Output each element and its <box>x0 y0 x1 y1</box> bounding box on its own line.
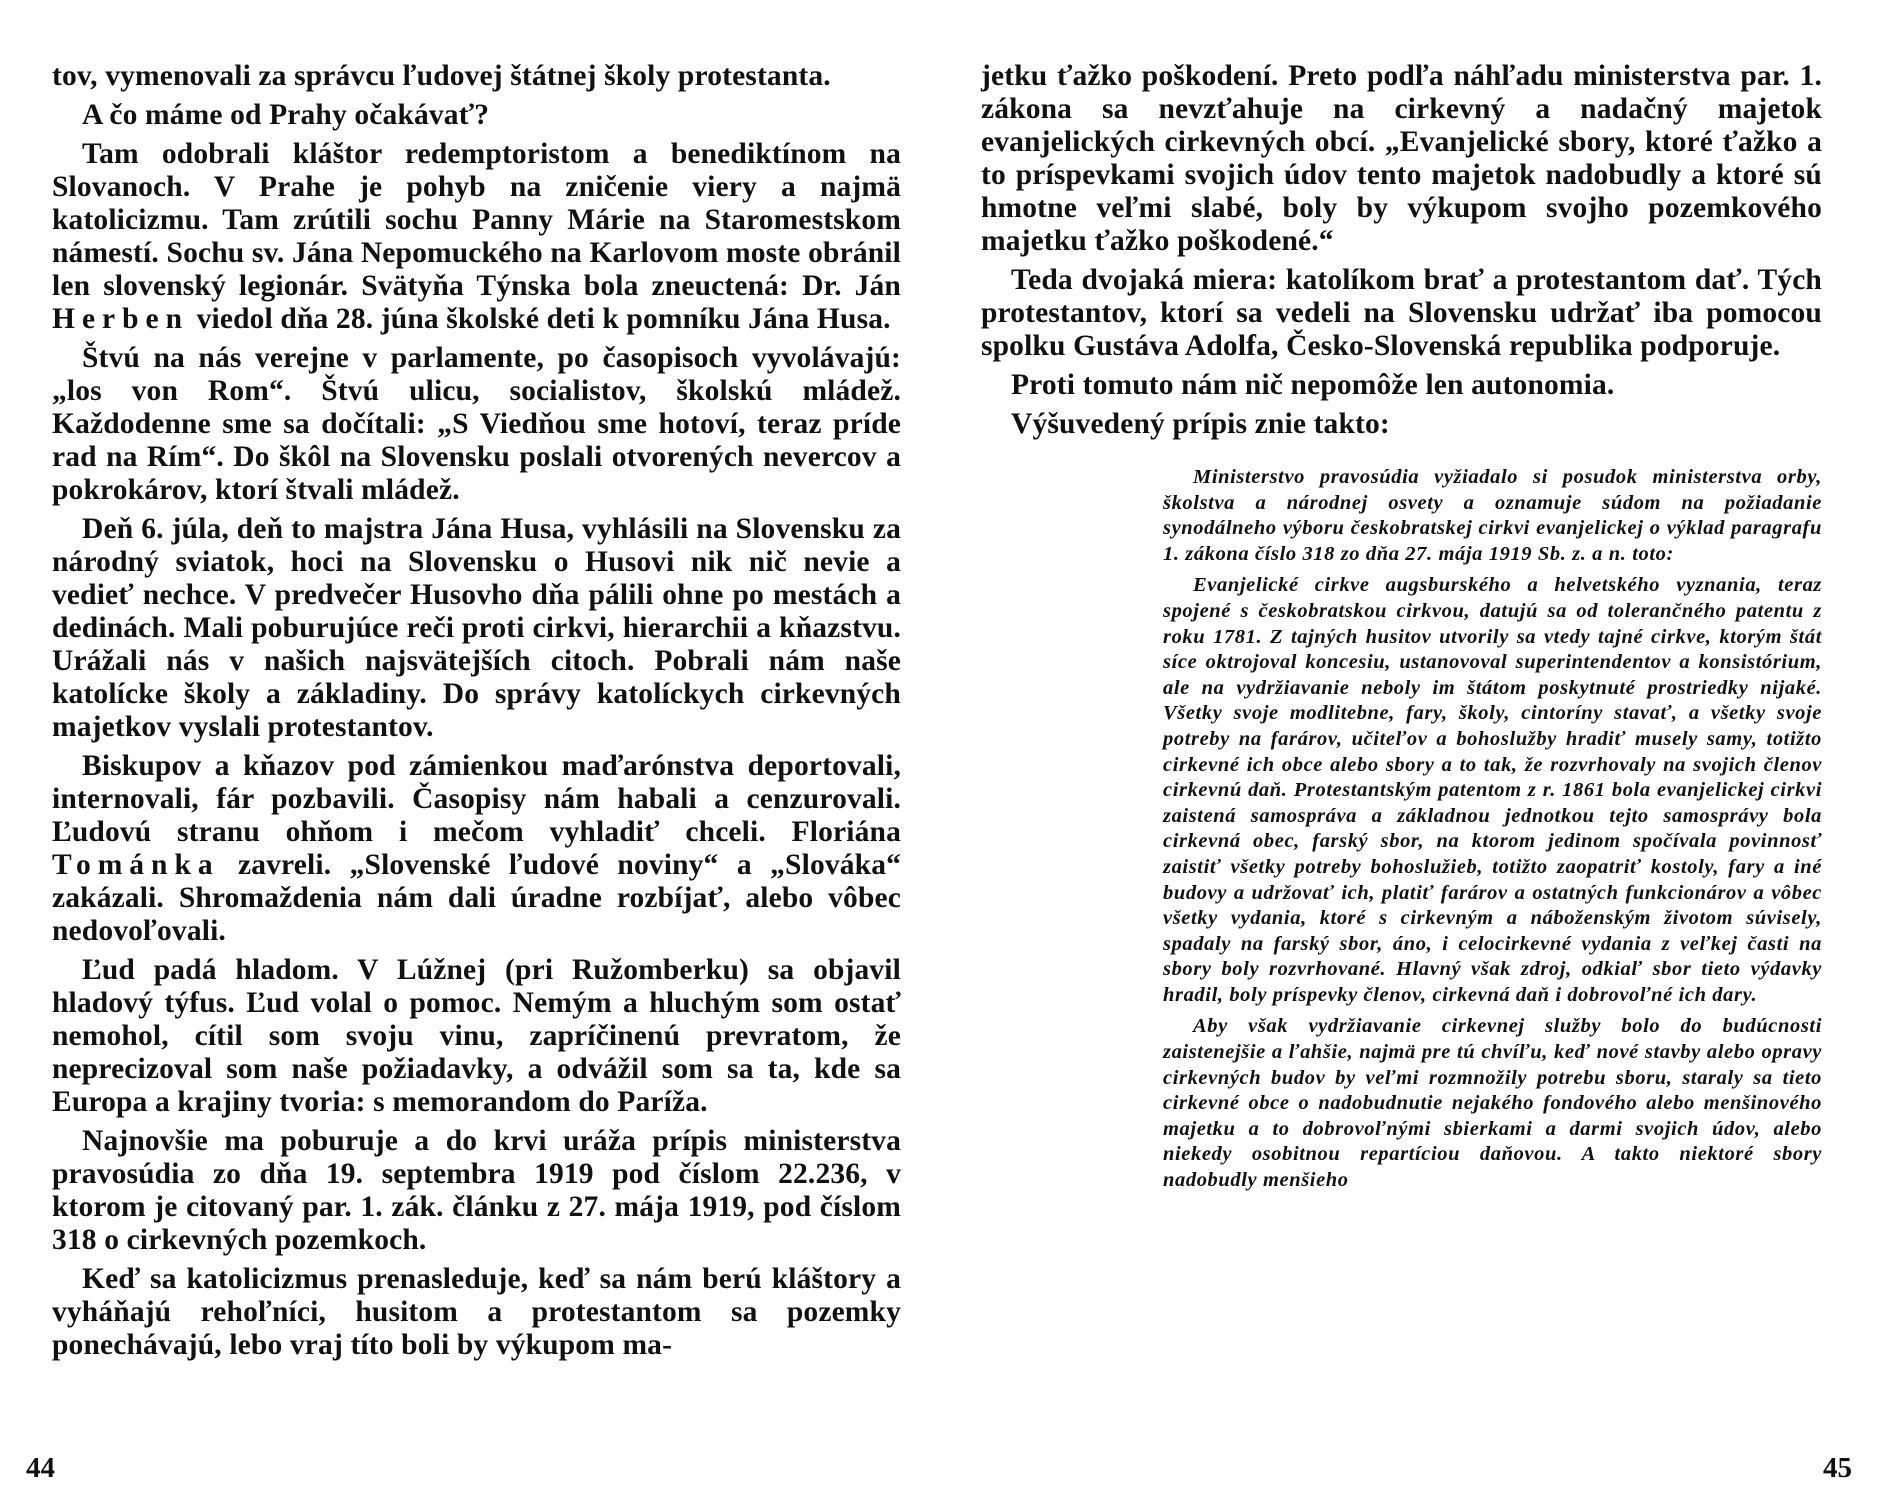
left-paragraph-1: tov, vymenovali za správcu ľudovej štátnej školy protestanta. <box>52 60 831 92</box>
left-paragraph-6-text-a: Biskupov a kňazov pod zámienkou maďarónstva deportovali, internovali, fár pozbavili. Časopisy nám habali a cenzurovali. Ľudovú stranu ohňom i mečom vyhladiť chceli. Floriána <box>52 750 901 848</box>
right-paragraph-3: Proti tomuto nám nič nepomôže len autonomia. <box>1011 369 1615 401</box>
right-paragraph-2: Teda dvojaká miera: katolíkom brať a protestantom dať. Tých protestantov, ktorí sa vedeli na Slovensku udržať iba pomocou spolku Gustáva Adolfa, Česko-Slovenská republika podporuje. <box>981 264 1822 362</box>
left-paragraph-3-text-a: Tam odobrali kláštor redemptoristom a benediktínom na Slovanoch. V Prahe je pohyb na zničenie viery a najmä katolicizmu. Tam zrútili sochu Panny Márie na Staromestskom námestí. Sochu sv. Jána Nepomuckého na Karlovom moste obránil len slovenský legionár. Svätyňa Týnska bola zneuctená: Dr. Ján <box>52 138 901 302</box>
quoted-ministry-letter <box>1163 465 1822 1194</box>
left-paragraph-8: Najnovšie ma poburuje a do krvi uráža prípis ministerstva pravosúdia zo dňa 19. septembra 1919 pod číslom 22.236, v ktorom je citovaný par. 1. zák. článku z 27. mája 1919, pod číslom 318 o cirkevných pozemkoch. <box>52 1125 901 1256</box>
left-page-text <box>52 60 901 1362</box>
left-paragraph-7: Ľud padá hladom. V Lúžnej (pri Ružomberku) sa objavil hladový týfus. Ľud volal o pomoc. Nemým a hluchým som ostať nemohol, cítil som svoju vinu, zapríčinenú prevratom, že neprecizoval som naše požiadavky, a odvážil som sa ta, kde sa Europa a krajiny tvoria: s memorandom do Paríža. <box>52 954 901 1118</box>
left-paragraph-6-text-b: zavreli. „Slovenské ľudové noviny“ a „Slováka“ zakázali. Shromaždenia nám dali úradne rozbíjať, alebo vôbec nedovoľovali. <box>52 849 902 947</box>
right-paragraph-1: jetku ťažko poškodení. Preto podľa náhľadu ministerstva par. 1. zákona sa nevzťahuje na cirkevný a nadačný majetok evanjelických cirkevných obcí. „Evanjelické sbory, ktoré ťažko a to príspevkami svojich údov tento majetok nadobudly a ktoré sú hmotne veľmi slabé, boly by výkupom svojho pozemkového majetku ťažko poškodené.“ <box>981 60 1822 257</box>
name-herben: Herben <box>52 303 190 335</box>
right-page <box>941 0 1882 1500</box>
quote-paragraph-3: Aby však vydržiavanie cirkevnej služby bolo do budúcnosti zaistenejšie a ľahšie, najmä pre tú chvíľu, keď nové stavby alebo opravy cirkevných budov by veľmi rozmnožily potrebu sboru, staraly sa tieto cirkevné obce o nadobudnutie nejakého fondového alebo menšinového majetku a to dobrovoľnými sbierkami a darmi svojich údov, alebo niekedy osobitnou repartíciou daňovou. A takto niektoré sbory nadobudly menšieho <box>1163 1015 1822 1192</box>
page-number-right: 45 <box>1823 1452 1852 1484</box>
name-tomanka: Tománka <box>52 849 220 881</box>
left-paragraph-2: A čo máme od Prahy očakávať? <box>82 99 490 131</box>
left-paragraph-4: Štvú na nás verejne v parlamente, po časopisoch vyvolávajú: „los von Rom“. Štvú ulicu, socialistov, školskú mládež. Každodenne sme sa dočítali: „S Viedňou sme hotoví, teraz príde rad na Rím“. Do škôl na Slovensku poslali otvorených nevercov a pokrokárov, ktorí štvali mládež. <box>52 342 901 506</box>
right-paragraph-4: Výšuvedený prípis znie takto: <box>1011 408 1390 440</box>
quote-paragraph-1: Ministerstvo pravosúdia vyžiadalo si posudok ministerstva orby, školstva a národnej osvety a oznamuje súdom na požiadanie synodálneho výboru českobratskej cirkvi evanjelickej o výklad paragrafu 1. zákona číslo 318 zo dňa 27. mája 1919 Sb. z. a n. toto: <box>1163 466 1822 565</box>
left-paragraph-3 <box>52 138 901 336</box>
right-page-text <box>981 60 1822 441</box>
left-paragraph-9: Keď sa katolicizmus prenasleduje, keď sa nám berú kláštory a vyháňajú rehoľníci, husitom a protestantom sa pozemky ponechávajú, lebo vraj títo boli by výkupom ma- <box>52 1263 901 1361</box>
left-paragraph-5: Deň 6. júla, deň to majstra Jána Husa, vyhlásili na Slovensku za národný sviatok, hoci na Slovensku o Husovi nik nič nevie a vedieť nechce. V predvečer Husovho dňa pálili ohne po mestách a dedinách. Mali poburujúce reči proti cirkvi, hierarchii a kňazstvu. Urážali nás v našich najsvätejších citoch. Pobrali nám naše katolícke školy a základiny. Do správy katolíckych cirkevných majetkov vyslali protestantov. <box>52 513 901 743</box>
quote-paragraph-2: Evanjelické cirkve augsburského a helvetského vyznania, teraz spojené s českobratskou cirkvou, datujú sa od tolerančného patentu z roku 1781. Z tajných husitov utvorily sa vtedy tajné cirkve, ktorým štát síce oktrojoval koncesiu, ustanovoval superintendentov a konsistórium, ale na vydržiavanie neboly im štátom poskytnuté prostriedky nijaké. Všetky svoje modlitebne, fary, školy, cintoríny stavať, a všetky svoje potreby na farárov, učiteľov a bohoslužby hradiť musely samy, totižto cirkevné ich obce alebo sbory a to tak, že rozvrhovaly na svojich členov cirkevnú daň. Protestantským patentom z r. 1861 bola evanjelickej cirkvi zaistená samospráva a základnou jednotkou tejto samosprávy bola cirkevná obec, farský sbor, na ktorom jedinom spočívala povinnosť zaistiť všetky potreby bohoslužieb, totižto zaopatriť kostoly, fary a iné budovy a udržovať ich, platiť farárov a ostatných funkcionárov a vôbec všetky vydania, ktoré s cirkevným a náboženským životom súvisely, spadaly na farský sbor, áno, i celocirkevné vydania z veľkej časti na sbory boly rozvrhované. Hlavný však zdroj, odkiaľ sbor tieto výdavky hradil, boly príspevky členov, cirkevná daň i dobrovoľné ich dary. <box>1163 574 1822 1006</box>
page-number-left: 44 <box>26 1452 55 1484</box>
left-paragraph-3-text-b: viedol dňa 28. júna školské deti k pomníku Jána Husa. <box>196 303 891 335</box>
left-paragraph-6 <box>52 750 901 948</box>
